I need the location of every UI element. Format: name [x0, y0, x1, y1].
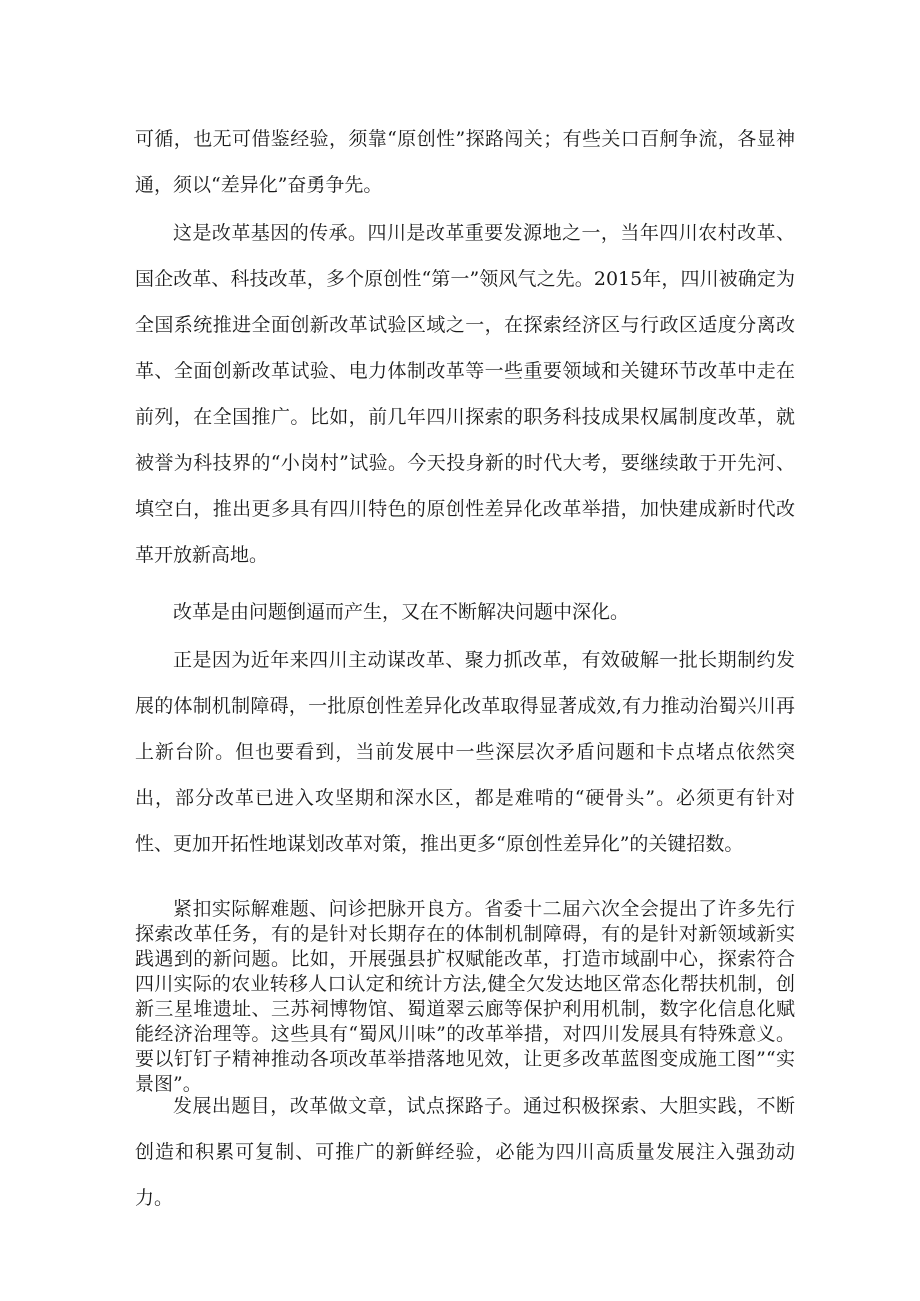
paragraph-6-text: 发展出题目，改革做文章，试点探路子。通过积极探索、大胆实践，不断创造和积累可复制、可推广的新鲜经验，必能为四川高质量发展注入强劲动力。: [135, 1095, 795, 1209]
paragraph-problem-driven: [135, 589, 795, 635]
paragraph-reform-heritage: [135, 210, 795, 578]
paragraph-recent-reform: [135, 637, 795, 867]
paragraph-solve-problems: [135, 897, 795, 1097]
paragraph-3-text: 改革是由问题倒逼而产生，又在不断解决问题中深化。: [173, 601, 630, 623]
paragraph-conclusion: [135, 1083, 795, 1221]
paragraph-2-text: 这是改革基因的传承。四川是改革重要发源地之一，当年四川农村改革、国企改革、科技改革，多个原创性“第一”领风气之先。2015年，四川被确定为全国系统推进全面创新改革试验区域之一，在探索经济区与行政区适度分离改革、全面创新改革试验、电力体制改革等一些重要领域和关键环节改革中走在前列，在全国推广。比如，前几年四川探索的职务科技成果权属制度改革，就被誉为科技界的“小岗村”试验。今天投身新的时代大考，要继续敢于开先河、填空白，推出更多具有四川特色的原创性差异化改革举措，加快建成新时代改革开放新高地。: [135, 222, 795, 566]
paragraph-4-text: 正是因为近年来四川主动谋改革、聚力抓改革，有效破解一批长期制约发展的体制机制障碍，一批原创性差异化改革取得显著成效,有力推动治蜀兴川再上新台阶。但也要看到，当前发展中一些深层次矛盾问题和卡点堵点依然突出，部分改革已进入攻坚期和深水区，都是难啃的“硬骨头”。必须更有针对性、更加开拓性地谋划改革对策，推出更多“原创性差异化”的关键招数。: [135, 649, 795, 855]
paragraph-5-text: 紧扣实际解难题、问诊把脉开良方。省委十二届六次全会提出了许多先行探索改革任务，有的是针对长期存在的体制机制障碍，有的是针对新领域新实践遇到的新问题。比如，开展强县扩权赋能改革，打造市域副中心，探索符合四川实际的农业转移人口认定和统计方法,健全欠发达地区常态化帮扶机制，创新三星堆遗址、三苏祠博物馆、蜀道翠云廊等保护利用机制，数字化信息化赋能经济治理等。这些具有“蜀风川味”的改革举措，对四川发展具有特殊意义。要以钉钉子精神推动各项改革举措落地见效，让更多改革蓝图变成施工图”“实景图”。: [135, 898, 795, 1095]
paragraph-1-text: 可循，也无可借鉴经验，须靠“原创性”探路闯关；有些关口百舸争流，各显神通，须以“差异化”奋勇争先。: [135, 128, 795, 196]
paragraph-continuation: [135, 116, 795, 208]
